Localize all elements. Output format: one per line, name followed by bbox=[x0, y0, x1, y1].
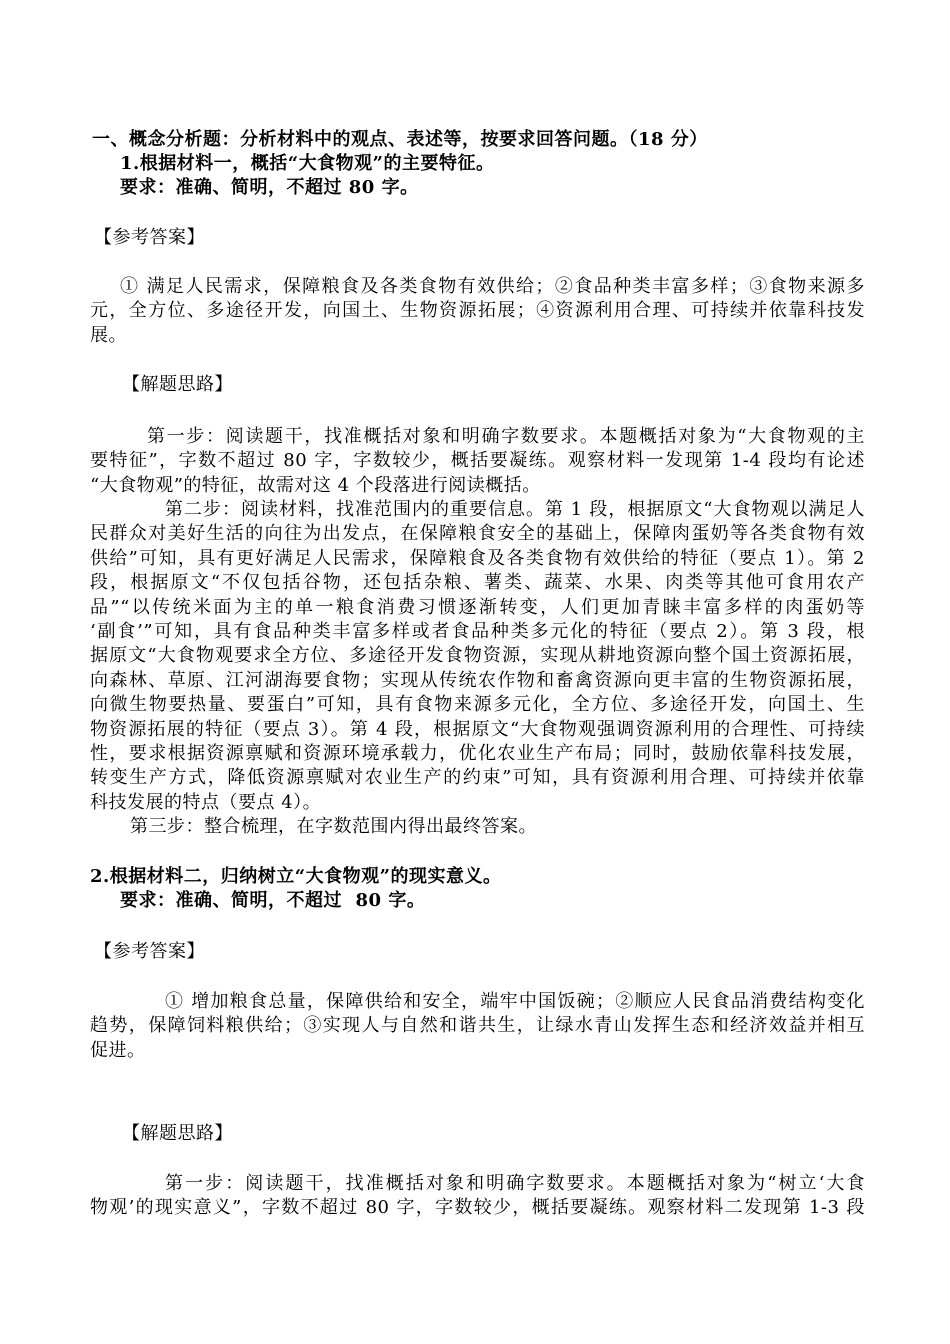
answer-line: 促进。 bbox=[90, 1039, 146, 1061]
step-line: 据原文“大食物观要求全方位、多途径开发食物资源，实现从耕地资源向整个国土资源拓展， bbox=[90, 645, 865, 667]
answer-line: 元，全方位、多途径开发，向国土、生物资源拓展；④资源利用合理、可持续并依靠科技发 bbox=[90, 300, 865, 322]
question-1-step-1-paragraph bbox=[90, 425, 865, 498]
question-1-step-2-paragraph bbox=[90, 498, 865, 815]
question-2-title: 2.根据材料二，归纳树立“大食物观”的现实意义。 bbox=[90, 866, 502, 887]
step-line: 物观’的现实意义”，字数不超过 80 字，字数较少，概括要凝练。观察材料二发现第 1-3 段 bbox=[90, 1197, 865, 1219]
step-line: 科技发展的特点（要点 4）。 bbox=[90, 791, 322, 813]
question-1-answer-paragraph bbox=[90, 275, 865, 348]
question-1-analysis-label: 【解题思路】 bbox=[122, 374, 233, 395]
question-2-requirement: 要求：准确、简明，不超过 80 字。 bbox=[120, 890, 426, 911]
question-1-title: 1.根据材料一，概括“大食物观”的主要特征。 bbox=[120, 153, 495, 174]
question-1-step-3: 第三步：整合梳理，在字数范围内得出最终答案。 bbox=[130, 816, 537, 837]
step-line: 供给”可知，具有更好满足人民需求，保障粮食及各类食物有效供给的特征（要点 1）。第 2 bbox=[90, 547, 865, 569]
question-2-analysis-label: 【解题思路】 bbox=[122, 1123, 233, 1144]
question-1-answer-label: 【参考答案】 bbox=[94, 227, 205, 248]
step-line: 段，根据原文“不仅包括谷物，还包括杂粮、薯类、蔬菜、水果、肉类等其他可食用农产 bbox=[90, 572, 865, 594]
step-line: “大食物观”的特征，故需对这 4 个段落进行阅读概括。 bbox=[90, 474, 541, 496]
question-2-answer-paragraph bbox=[90, 990, 865, 1063]
answer-line: ① 增加粮食总量，保障供给和安全，端牢中国饭碗；②顺应人民食品消费结构变化 bbox=[165, 991, 865, 1012]
step-line: 转变生产方式，降低资源禀赋对农业生产的约束”可知，具有资源利用合理、可持续并依靠 bbox=[90, 767, 865, 789]
section-title: 一、概念分析题：分析材料中的观点、表述等，按要求回答问题。（18 分） bbox=[92, 129, 708, 150]
step-line: 要特征”，字数不超过 80 字，字数较少，概括要凝练。观察材料一发现第 1-4 段均有论述 bbox=[90, 450, 865, 472]
answer-line: ① 满足人民需求，保障粮食及各类食物有效供给；②食品种类丰富多样；③食物来源多 bbox=[120, 276, 865, 297]
question-1-requirement: 要求：准确、简明，不超过 80 字。 bbox=[120, 177, 419, 198]
question-2-step-1-paragraph bbox=[90, 1172, 865, 1221]
answer-line: 展。 bbox=[90, 324, 127, 346]
step-line: 性，要求根据资源禀赋和资源环境承载力，优化农业生产布局；同时，鼓励依靠科技发展， bbox=[90, 742, 865, 764]
step-line: 物资源拓展的特征（要点 3）。第 4 段，根据原文“大食物观强调资源利用的合理性、可持续 bbox=[90, 718, 865, 740]
step-line: 向森林、草原、江河湖海要食物；实现从传统农作物和畜禽资源向更丰富的生物资源拓展， bbox=[90, 669, 865, 691]
answer-line: 趋势，保障饲料粮供给；③实现人与自然和谐共生，让绿水青山发挥生态和经济效益并相互 bbox=[90, 1015, 865, 1037]
step-line: 第一步：阅读题干，找准概括对象和明确字数要求。本题概括对象为“大食物观的主 bbox=[147, 426, 865, 447]
step-line: 品”“以传统米面为主的单一粮食消费习惯逐渐转变，人们更加青睐丰富多样的肉蛋奶等 bbox=[90, 596, 865, 618]
step-line: 民群众对美好生活的向往为出发点，在保障粮食安全的基础上，保障肉蛋奶等各类食物有效 bbox=[90, 523, 865, 545]
question-2-answer-label: 【参考答案】 bbox=[94, 941, 205, 962]
step-line: ‘副食’”可知，具有食品种类丰富多样或者食品种类多元化的特征（要点 2）。第 3 段，根 bbox=[90, 620, 865, 642]
step-line: 向微生物要热量、要蛋白”可知，具有食物来源多元化，全方位、多途径开发，向国土、生 bbox=[90, 694, 865, 716]
step-line: 第一步：阅读题干，找准概括对象和明确字数要求。本题概括对象为“树立‘大食 bbox=[165, 1173, 865, 1194]
step-line: 第二步：阅读材料，找准范围内的重要信息。第 1 段，根据原文“大食物观以满足人 bbox=[165, 499, 865, 520]
